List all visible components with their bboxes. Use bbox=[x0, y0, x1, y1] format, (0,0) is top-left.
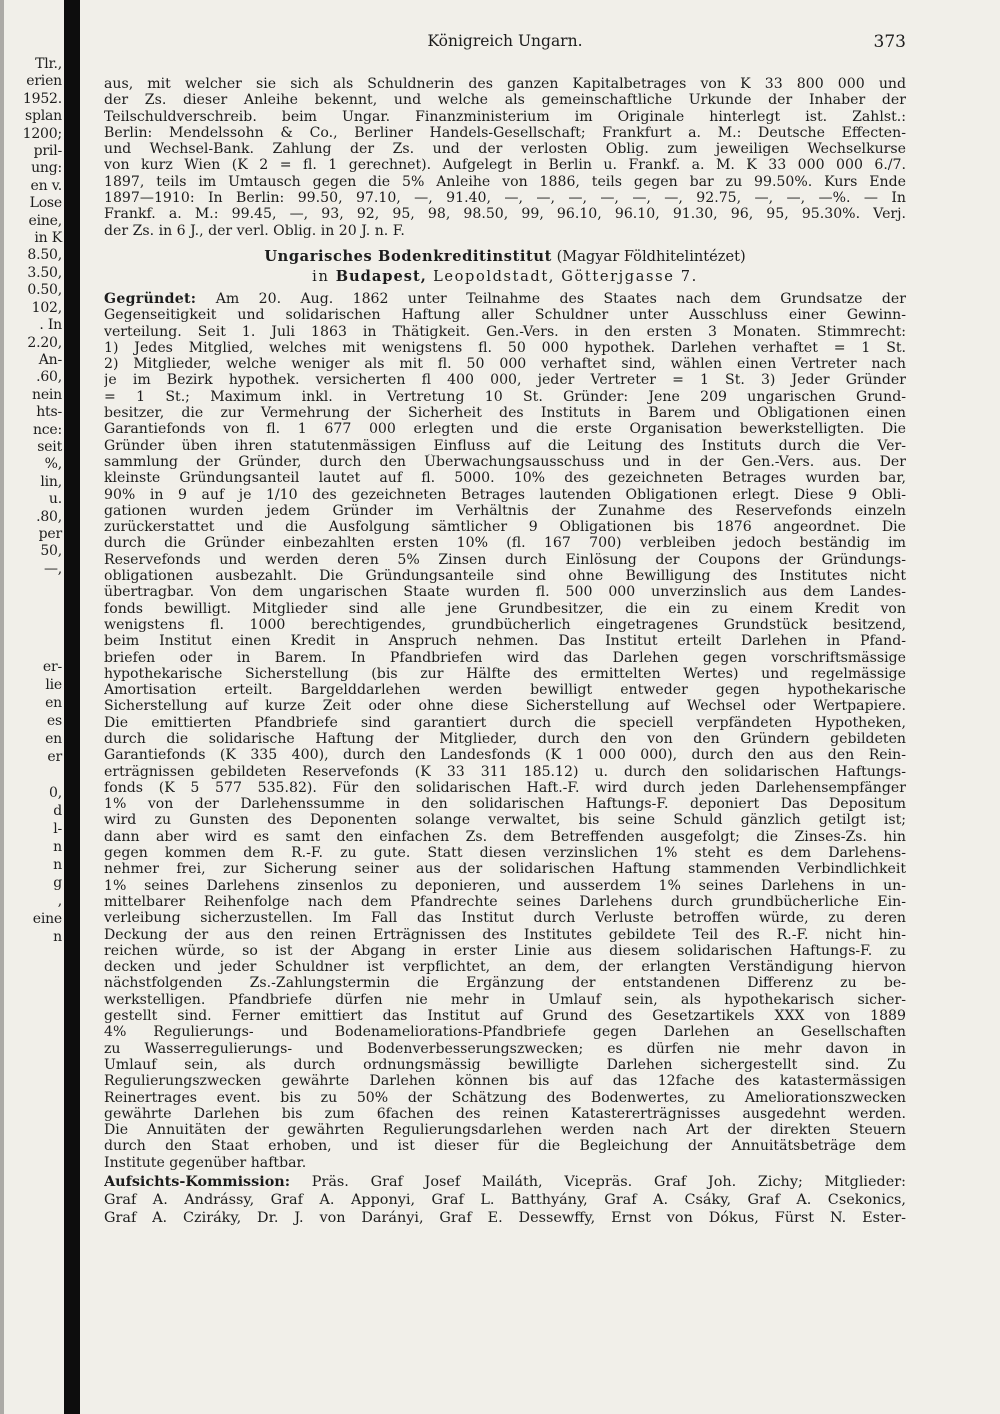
text-line bbox=[104, 601, 906, 617]
line-text: Die emittierten Pfandbriefe sind garantiert durch die speciell verpfändeten Hypotheken, bbox=[104, 714, 906, 731]
text-line bbox=[104, 535, 906, 551]
text-line bbox=[104, 1024, 906, 1040]
text-line bbox=[104, 894, 906, 910]
text-line bbox=[104, 927, 906, 943]
line-text: Garantiefonds (K 335 400), durch den Landesfonds (K 1 000 000), durch den aus den Rein- bbox=[104, 747, 906, 764]
line-text: durch die solidarische Haftung der Mitglieder, durch den von den Gründern gebildeten bbox=[104, 730, 906, 747]
text-line bbox=[104, 1122, 906, 1138]
text-line bbox=[104, 438, 906, 454]
line-text: Berlin: Mendelssohn & Co., Berliner Handels-Gesellschaft; Frankfurt a. M.: Deutsche Effecten- bbox=[104, 124, 906, 141]
line-text: übertragbar. Von dem ungarischen Staate wurden fl. 500 000 unverzinslich aus dem Landes- bbox=[104, 584, 906, 601]
text-line bbox=[104, 1106, 906, 1122]
text-line bbox=[104, 650, 906, 666]
line-text: 1% von der Darlehenssumme in den solidarischen Haftungs-F. deponiert Das Depositum bbox=[104, 796, 906, 813]
text-line bbox=[104, 389, 906, 405]
running-head-title: Königreich Ungarn. bbox=[427, 32, 583, 50]
facing-page-gutter bbox=[0, 0, 82, 1414]
text-line bbox=[104, 92, 906, 108]
line-text: obligationen ausbezahlt. Die Gründungsanteile sind ohne Bewilligung des Institutes nicht bbox=[104, 568, 906, 585]
line-text: 2) Mitglieder, welche weniger als mit fl. 50 000 verhaftet sind, wählen einen Vertreter nach bbox=[104, 356, 906, 373]
text-line bbox=[104, 487, 906, 503]
text-line bbox=[104, 617, 906, 633]
line-text: beim Institut einen Kredit in Anspruch nehmen. Das Institut erteilt Darlehen in Pfand- bbox=[104, 633, 906, 650]
in-word: in bbox=[312, 267, 330, 285]
text-line bbox=[104, 1008, 906, 1024]
line-text: Garantiefonds von fl. 1 677 000 erlegten und die erste Organisation bewerkstelligten. Die bbox=[104, 421, 906, 438]
text-line bbox=[104, 1155, 906, 1171]
text-line bbox=[104, 503, 906, 519]
line-text: decken und jeder Schuldner ist verpflichtet, an dem, der erlangten Verständigung hiervon bbox=[104, 959, 906, 976]
text-line bbox=[104, 470, 906, 486]
line-text: gestellt sind. Ferner emittiert das Institut auf Grund des Gesetzartikels XXX von 1889 bbox=[104, 1008, 906, 1025]
line-text: 1897—1910: In Berlin: 99.50, 97.10, —, 91.40, —, —, —, —, —, —, 92.75, —, —, —%. — In bbox=[104, 190, 906, 207]
text-line bbox=[104, 861, 906, 877]
text-line bbox=[104, 405, 906, 421]
text-line bbox=[104, 141, 906, 157]
line-text: Graf A. Cziráky, Dr. J. von Darányi, Graf E. Dessewffy, Ernst von Dókus, Fürst N. Ester- bbox=[104, 1210, 906, 1226]
line-text: Reinertrages event. bis zu 50% der Schätzung des Bodenwertes, zu Ameliorationszwecken bbox=[104, 1089, 906, 1106]
line-text: Institute gegenüber haftbar. bbox=[104, 1154, 307, 1171]
line-text: fonds (K 5 577 535.82). Für den solidarischen Haft.-F. wird durch jeden Darlehensempfänger bbox=[104, 779, 906, 796]
institution-name: Ungarisches Bodenkreditinstitut bbox=[264, 247, 552, 265]
line-text: Am 20. Aug. 1862 unter Teilnahme des Staates nach dem Grundsatze der bbox=[196, 290, 906, 307]
line-text: Frankf. a. M.: 99.45, —, 93, 92, 95, 98, 98.50, 99, 96.10, 96.10, 91.30, 96, 95, 95.30%. Verj. bbox=[104, 206, 906, 223]
text-line bbox=[104, 731, 906, 747]
text-line bbox=[104, 780, 906, 796]
line-text: durch die Gründer einbezahlten ersten 10% (fl. 167 700) verbleiben jedoch beständig im bbox=[104, 535, 906, 552]
text-line bbox=[104, 454, 906, 470]
line-text: verleibung sicherzustellen. Im Fall das Institut durch Verluste betroffen würde, zu deren bbox=[104, 910, 906, 927]
running-head bbox=[104, 28, 906, 54]
line-text: Die Annuitäten der gewährten Regulierungsdarlehen werden nach Art der direkten Steuern bbox=[104, 1122, 906, 1139]
text-line bbox=[104, 959, 906, 975]
text-line bbox=[104, 633, 906, 649]
text-line bbox=[104, 125, 906, 141]
line-text: mittelbarer Reihenfolge nach dem Pfandrechte seines Darlehens durch grundbücherliche Ein- bbox=[104, 893, 906, 910]
text-line bbox=[104, 109, 906, 125]
line-text: wenigstens fl. 1000 berechtigendes, grundbücherlich eingetragenes Grundstück besitzend, bbox=[104, 616, 906, 633]
text-line bbox=[104, 975, 906, 991]
line-text: der Zs. dieser Anleihe bekennt, und welche als gemeinschaftliche Urkunde der Inhaber der bbox=[104, 92, 906, 109]
institution-native-name: (Magyar Földhitelintézet) bbox=[556, 247, 746, 265]
line-text: nehmer frei, zur Sicherung seiner aus der solidarischen Haftung stammenden Verbindlichkeit bbox=[104, 861, 906, 878]
text-line bbox=[104, 698, 906, 714]
text-line bbox=[104, 356, 906, 372]
line-text: 1897, teils im Umtausch gegen die 5% Anleihe von 1886, teils gegen bar zu 99.50%. Kurs Ende bbox=[104, 173, 906, 190]
intro-paragraph bbox=[104, 76, 906, 239]
text-line bbox=[104, 829, 906, 845]
section-label: Gegründet: bbox=[104, 290, 197, 307]
text-line bbox=[104, 519, 906, 535]
text-line bbox=[104, 568, 906, 584]
line-text: gationen wurden jedem Gründer im Verhältnis der Zunahme des Reservefonds einzeln bbox=[104, 502, 906, 519]
line-text: Reservefonds und werden deren 5% Zinsen durch Einlösung der Coupons der Gründungs- bbox=[104, 551, 906, 568]
text-line bbox=[104, 324, 906, 340]
text-line bbox=[104, 1057, 906, 1073]
text-line bbox=[104, 1191, 906, 1209]
line-text: Amortisation erteilt. Bargelddarlehen werden bewilligt entweder gegen hypothekarische bbox=[104, 682, 906, 699]
line-text: nächstfolgenden Zs.-Zahlungstermin die Ergänzung der entstandenen Differenz zu be- bbox=[104, 975, 906, 992]
line-text: 1% seines Darlehens zinsenlos zu deponieren, und ausserdem 1% seines Darlehens in un- bbox=[104, 877, 906, 894]
text-line bbox=[104, 584, 906, 600]
line-text: durch den Staat erhoben, und ist dieser für die Begleichung der Annuitätsbeträge dem bbox=[104, 1138, 906, 1155]
line-text: je im Bezirk hypothek. versicherten fl 400 000, jeder Vertreter = 1 St. 3) Jeder Gründer bbox=[104, 372, 906, 389]
text-line bbox=[104, 174, 906, 190]
text-line bbox=[104, 340, 906, 356]
founding-section bbox=[104, 291, 906, 1171]
line-text: besitzer, die zur Vermehrung der Sicherheit des Instituts in Barem und Obligationen einen bbox=[104, 405, 906, 422]
line-text: 90% in 9 auf je 1/10 des gezeichneten Betrages lautenden Obligationen erlegt. Diese 9 Obli- bbox=[104, 486, 906, 503]
text-line bbox=[104, 812, 906, 828]
text-line bbox=[104, 1073, 906, 1089]
institution-city: Budapest, bbox=[335, 267, 427, 285]
institution-address: Leopoldstadt, Götterjgasse 7. bbox=[433, 267, 698, 285]
text-line bbox=[104, 845, 906, 861]
text-line bbox=[104, 764, 906, 780]
line-text: 4% Regulierungs- und Bodenameliorations-Pfandbriefe gegen Darlehen an Gesellschaften bbox=[104, 1024, 906, 1041]
line-text: dann aber wird es samt den einfachen Zs. dem Betreffenden ausgefolgt; die Zinses-Zs. hin bbox=[104, 828, 906, 845]
line-text: briefen oder in Barem. In Pfandbriefen wird das Darlehen gegen vorschriftsmässige bbox=[104, 649, 906, 666]
text-line bbox=[104, 421, 906, 437]
line-text: von kurz Wien (K 2 = fl. 1 gerechnet). Aufgelegt in Berlin u. Frankf. a. M. K 33 000 000 6./7. bbox=[104, 157, 906, 174]
line-text: Graf A. Andrássy, Graf A. Apponyi, Graf L. Batthyány, Graf A. Csáky, Graf A. Csekonics, bbox=[104, 1192, 906, 1208]
binding-shadow bbox=[64, 0, 80, 1414]
text-line bbox=[104, 76, 906, 92]
text-line bbox=[104, 666, 906, 682]
line-text: Teilschuldverschreib. beim Ungar. Finanzministerium im Originale hinterlegt ist. Zahlst.: bbox=[104, 108, 906, 125]
line-text: Gegenseitigkeit und solidarischen Haftung aller Schuldner unter Ausschluss einer Gewinn- bbox=[104, 307, 906, 324]
section-label: Aufsichts-Kommission: bbox=[104, 1173, 291, 1190]
line-text: aus, mit welcher sie sich als Schuldnerin des ganzen Kapitalbetrages von K 33 800 000 und bbox=[104, 76, 906, 92]
text-line bbox=[104, 552, 906, 568]
line-text: werkstelligen. Pfandbriefe dürfen nie mehr in Umlauf sein, als hypothekarisch sicher- bbox=[104, 991, 906, 1008]
supervisory-board-section bbox=[104, 1173, 906, 1227]
text-line bbox=[104, 1173, 906, 1191]
text-line bbox=[104, 992, 906, 1008]
line-text: und Wechsel-Bank. Zahlung der Zs. und der verlosten Oblig. zum jeweiligen Wechselkurse bbox=[104, 141, 906, 158]
page-number: 373 bbox=[873, 32, 906, 52]
text-line bbox=[104, 291, 906, 307]
institution-heading bbox=[104, 247, 906, 287]
text-line bbox=[104, 747, 906, 763]
text-line bbox=[104, 1138, 906, 1154]
text-line bbox=[104, 1041, 906, 1057]
line-text: zu Wasserregulierungs- und Bodenverbesserungszwecken; es dürfen nie mehr davon in bbox=[104, 1040, 906, 1057]
text-line bbox=[104, 223, 906, 239]
line-text: reichen würde, so ist der Abgang in erster Linie aus diesem solidarischen Haftungs-F. zu bbox=[104, 942, 906, 959]
text-line bbox=[104, 307, 906, 323]
line-text: = 1 St.; Maximum inkl. in Vertretung 10 St. Gründer: Jene 209 ungarischen Grund- bbox=[104, 388, 906, 405]
line-text: sammlung der Gründer, durch den Überwachungsausschuss und in der Gen.-Vers. aus. Der bbox=[104, 453, 906, 470]
line-text: Präs. Graf Josef Mailáth, Vicepräs. Graf Joh. Zichy; Mitglieder: bbox=[290, 1174, 906, 1190]
text-line bbox=[104, 372, 906, 388]
line-text: gewährte Darlehen bis zum 6fachen des reinen Katastererträgnisses ausgedehnt werden. bbox=[104, 1105, 906, 1122]
text-line bbox=[104, 1209, 906, 1227]
text-line bbox=[104, 796, 906, 812]
line-text: hypothekarische Sicherstellung (bis zur Hälfte des ermittelten Wertes) und regelmässige bbox=[104, 665, 906, 682]
line-text: gegen kommen dem R.-F. zu gute. Statt diesen verzinslichen 1% steht es dem Darlehens- bbox=[104, 845, 906, 862]
text-line bbox=[104, 157, 906, 173]
line-text: wird zu Gunsten des Deponenten solange verwaltet, bis seine Schuld gänzlich getilgt ist; bbox=[104, 812, 906, 829]
line-text: Deckung der aus den reinen Erträgnissen des Institutes gebildete Teil des R.-F. nicht hin- bbox=[104, 926, 906, 943]
text-line bbox=[104, 682, 906, 698]
facing-page-fragments-lower: er- lie en es en er 0, d l- n n g , eine n bbox=[32, 659, 62, 945]
line-text: fonds bewilligt. Mitglieder sind alle jene Grundbesitzer, die ein zu einem Kredit von bbox=[104, 600, 906, 617]
text-line bbox=[104, 715, 906, 731]
line-text: Sicherstellung auf kurze Zeit oder ohne diese Sicherstellung auf Wechsel oder Wertpapiere. bbox=[104, 698, 906, 715]
text-line bbox=[104, 943, 906, 959]
page bbox=[104, 28, 906, 1227]
line-text: Gründer üben ihren statutenmässigen Einfluss auf die Leitung des Instituts durch die Ver- bbox=[104, 437, 906, 454]
text-line bbox=[104, 1090, 906, 1106]
line-text: der Zs. in 6 J., der verl. Oblig. in 20 J. n. F. bbox=[104, 222, 405, 239]
facing-page-fragments-upper: Tlr., erien 1952. splan 1200; pril- ung: en v. Lose eine, in K 8.50, 3.50, 0.50, 102, . In 2.20, An- .60, nein hts- nce: seit %, lin, u. .80, per 50, —, bbox=[22, 56, 62, 577]
line-text: verteilung. Seit 1. Juli 1863 in Thätigkeit. Gen.-Vers. in den ersten 3 Monaten. Stimmrecht: bbox=[104, 323, 906, 340]
line-text: 1) Jedes Mitglied, welches mit wenigstens fl. 50 000 hypothek. Darlehen verhaftet = 1 St. bbox=[104, 339, 906, 356]
line-text: Regulierungszwecken gewährte Darlehen können bis auf das 12fache des katastermässigen bbox=[104, 1073, 906, 1090]
line-text: kleinste Gründungsanteil lautet auf fl. 5000. 10% des gezeichneten Betrages wurden bar, bbox=[104, 470, 906, 487]
text-line bbox=[104, 910, 906, 926]
line-text: erträgnissen gebildeten Reservefonds (K 33 311 185.12) u. durch den solidarischen Haftungs- bbox=[104, 763, 906, 780]
line-text: Umlauf sein, als durch ordnungsmässig bewilligte Darlehen sichergestellt sind. Zu bbox=[104, 1056, 906, 1073]
line-text: zurückerstattet und die Ausfolgung sämtlicher 9 Obligationen bis 1876 angeordnet. Die bbox=[104, 519, 906, 536]
text-line bbox=[104, 206, 906, 222]
text-line bbox=[104, 190, 906, 206]
text-line bbox=[104, 878, 906, 894]
